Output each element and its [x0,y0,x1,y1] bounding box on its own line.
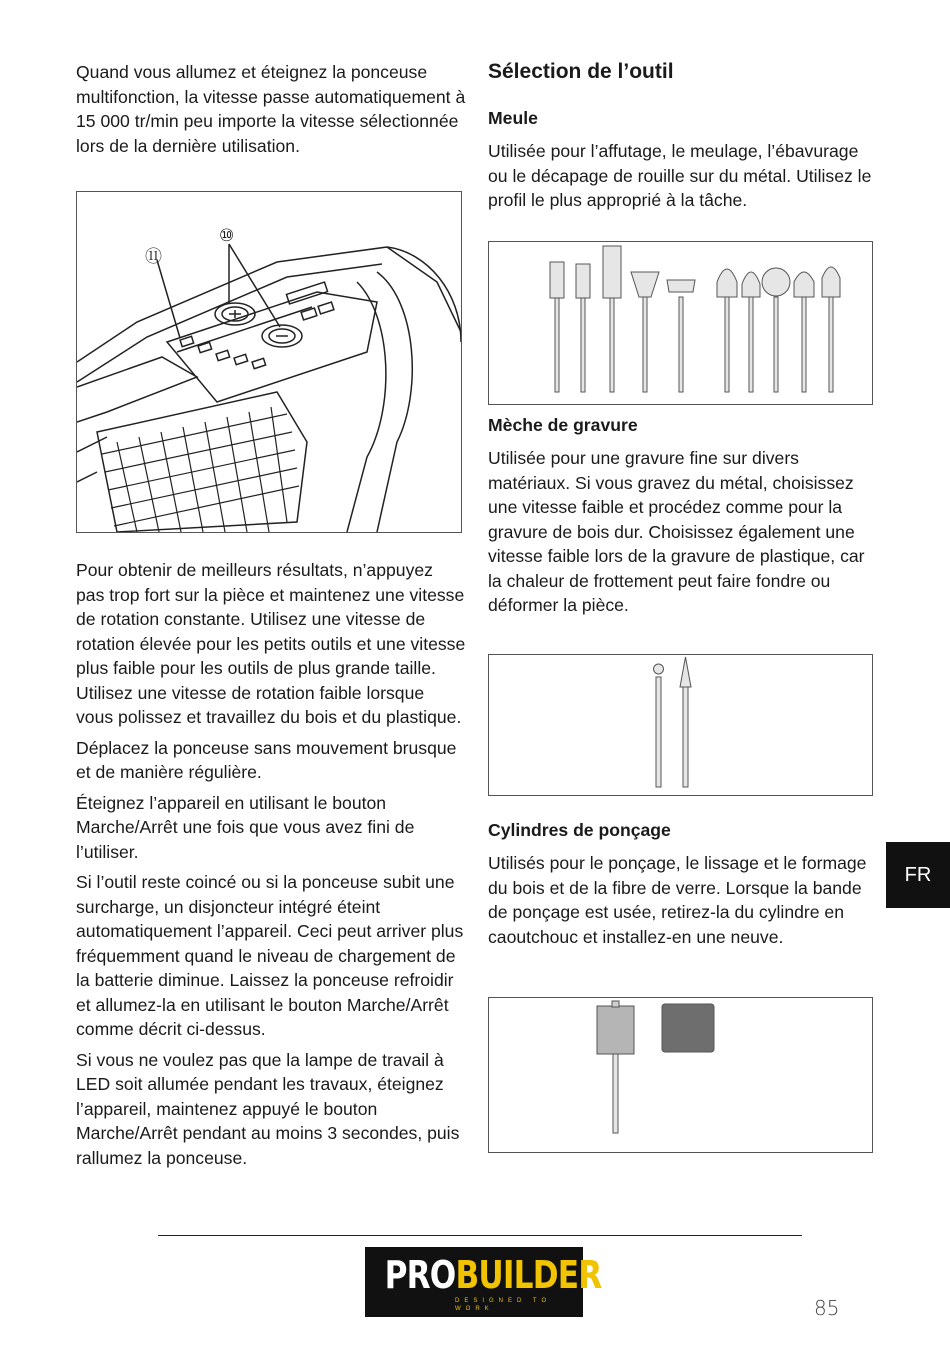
heading-gravure: Mèche de gravure [488,415,638,435]
text-gravure: Utilisée pour une gravure fine sur divers matériaux. Si vous gravez du métal, choisissez une vitesse faible et procédez comme pour la gravure de bois dur. Choisissez également une vitesse faible lors de la gravure de plastique, car la chaleur de frottement peut faire fondre ou déformer la pièce. [488,448,865,615]
grinding-stones-figure [488,241,873,405]
paragraph-switch-off: Éteignez l’appareil en utilisant le bouton Marche/Arrêt une fois que vous avez fini de l’utiliser. [76,792,415,862]
paragraph-move: Déplacez la ponceuse sans mouvement brusque et de manière régulière. [76,737,457,782]
tool-control-panel-illustration [77,192,461,532]
heading-cylindres: Cylindres de ponçage [488,820,671,840]
footer-divider [158,1235,802,1236]
text-cylindres: Utilisés pour le ponçage, le lissage et le formage du bois et de la fibre de verre. Lorsque la bande de ponçage est usée, retirez-la du cylindre en caoutchouc et installez-en une neuve. [488,853,867,947]
left-body-text [76,558,466,1176]
paragraph-results: Pour obtenir de meilleurs résultats, n’appuyez pas trop fort sur la pièce et maintenez une vitesse de rotation constante. Utilisez une vitesse de rotation élevée pour les petits outils et une vitesse plus faible pour les outils de plus grande taille. Utilisez une vitesse de rotation faible lorsque vous polissez et travaillez du bois et du plastique. [76,560,466,727]
paragraph-led: Si vous ne voulez pas que la lampe de travail à LED soit allumée pendant les travaux, éteignez l’appareil, maintenez appuyé le bouton Marche/Arrêt pendant au moins 3 secondes, puis rallumez la ponceuse. [76,1049,460,1168]
language-tab: FR [886,842,950,908]
callout-10: ⑩ [219,226,235,245]
grinding-stones-illustration [489,242,872,404]
page-number: 85 [814,1296,840,1320]
text-meule: Utilisée pour l’affutage, le meulage, l’ébavurage ou le décapage de rouille sur du métal. Utilisez le profil le plus approprié à la tâche. [488,141,872,210]
sanding-drums-figure [488,997,873,1153]
engraving-bits-illustration [489,655,872,795]
sanding-drums-illustration [489,998,872,1152]
logo-wordmark: PROBUILDER [384,1253,602,1297]
heading-meule: Meule [488,108,538,128]
logo-tagline: DESIGNED TO WORK [455,1298,552,1312]
intro-paragraph: Quand vous allumez et éteignez la ponceuse multifonction, la vitesse passe automatiquement à 15 000 tr/min peu importe la vitesse sélectionnée lors de la dernière utilisation. [76,62,466,156]
probuilder-logo [365,1247,602,1317]
callout-11: ⑪ [145,247,162,266]
section-title: Sélection de l’outil [488,60,674,83]
tool-control-panel-figure [76,191,462,533]
paragraph-overload: Si l’outil reste coincé ou si la ponceuse subit une surcharge, un disjoncteur intégré éteint automatiquement l’appareil. Ceci peut arriver plus fréquemment quand le niveau de chargement de la batterie diminue. Laissez la ponceuse refroidir et allumez-la en utilisant le bouton Marche/Arrêt comme décrit ci-dessus. [76,872,464,1039]
engraving-bits-figure [488,654,873,796]
